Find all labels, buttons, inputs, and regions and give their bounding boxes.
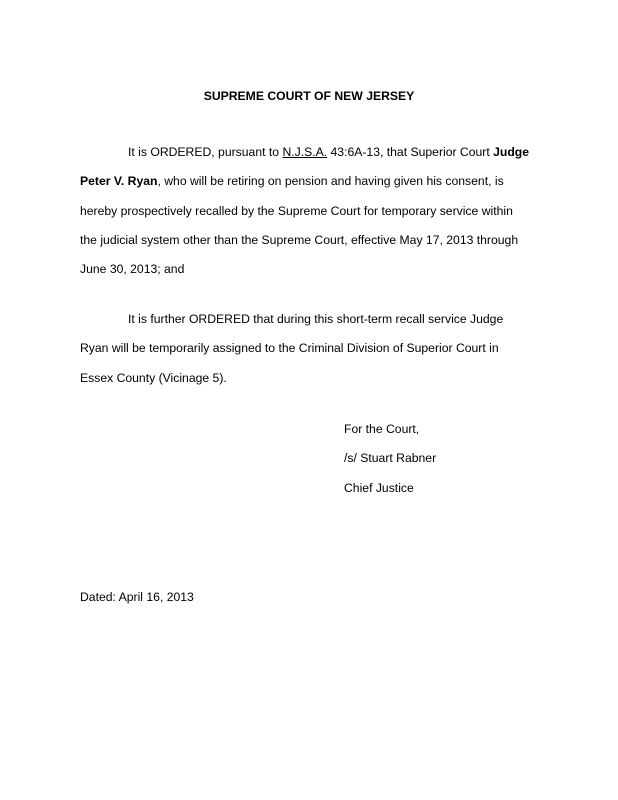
dated-line: Dated: April 16, 2013 (80, 590, 194, 604)
paragraph-2-line-3: Essex County (Vicinage 5). (80, 370, 227, 385)
paragraph-1-line-1 (80, 138, 550, 167)
signature-for-the-court: For the Court, (344, 422, 420, 436)
paragraph-2-line-1: It is further ORDERED that during this short-term recall service Judge (128, 312, 504, 326)
statute-reference: N.J.S.A. (282, 145, 328, 159)
signature-name: /s/ Stuart Rabner (344, 451, 437, 466)
paragraph-1-line-4: the judicial system other than the Supreme Court, effective May 17, 2013 through (80, 232, 519, 247)
paragraph-1-line-5: June 30, 2013; and (80, 262, 185, 277)
judge-name: Peter V. Ryan (80, 174, 158, 189)
document-title: SUPREME COURT OF NEW JERSEY (203, 89, 415, 103)
order-paragraph-2 (80, 305, 550, 393)
consent-text: , who will be retiring on pension and having given his consent, is (157, 174, 504, 189)
paragraph-2-line-2: Ryan will be temporarily assigned to the Criminal Division of Superior Court in (80, 341, 499, 356)
signature-title: Chief Justice (344, 480, 414, 495)
signature-block (344, 415, 436, 503)
order-intro-text: It is ORDERED, pursuant to (128, 145, 283, 159)
paragraph-1-line-2 (80, 167, 550, 196)
judge-label: Judge (493, 145, 530, 159)
paragraph-1-line-3: hereby prospectively recalled by the Supreme Court for temporary service within (80, 203, 513, 218)
statute-section-text: 43:6A-13, that Superior Court (327, 145, 494, 159)
order-paragraph-1 (80, 138, 550, 284)
